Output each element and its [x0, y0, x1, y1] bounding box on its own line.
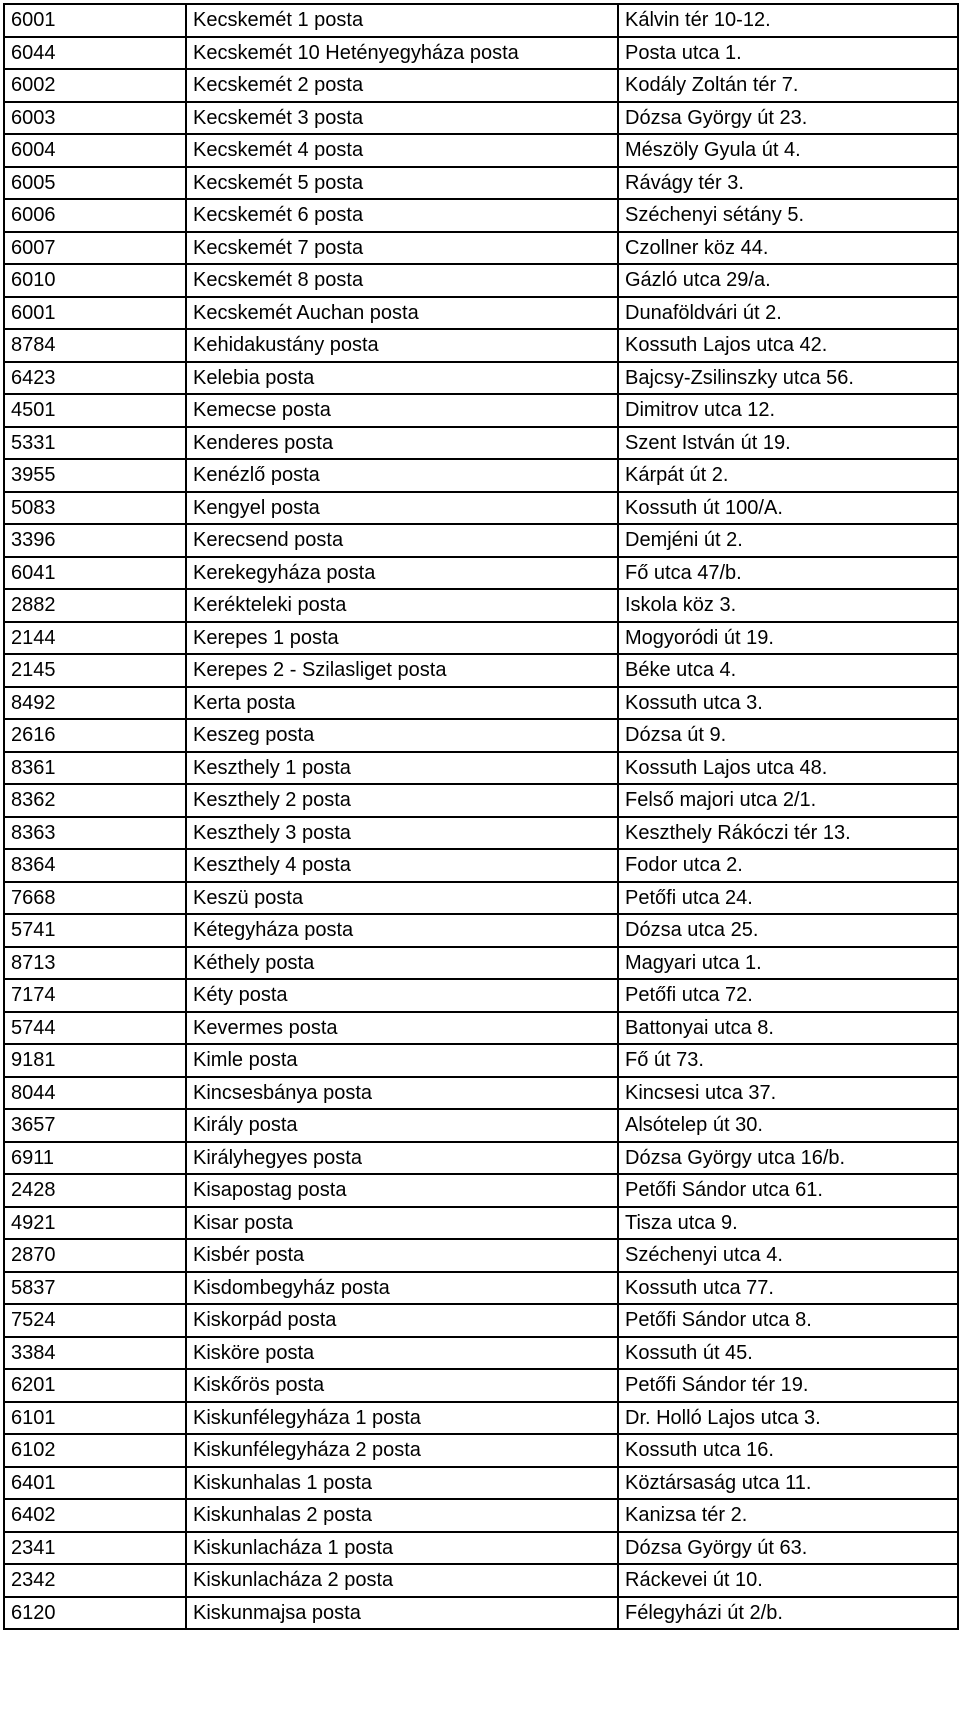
- address-cell: Dr. Holló Lajos utca 3.: [618, 1402, 958, 1435]
- post-office-name-cell: Kemecse posta: [186, 394, 618, 427]
- post-office-name-cell: Kiskunlacháza 2 posta: [186, 1564, 618, 1597]
- table-row: [4, 524, 958, 557]
- table-row: [4, 1402, 958, 1435]
- post-office-name-cell: Kecskemét 8 posta: [186, 264, 618, 297]
- table-row: [4, 784, 958, 817]
- post-office-name-cell: Kecskemét 7 posta: [186, 232, 618, 265]
- table-row: [4, 1467, 958, 1500]
- postal-code-cell: 5837: [4, 1272, 186, 1305]
- postal-code-cell: 8362: [4, 784, 186, 817]
- address-cell: Mészöly Gyula út 4.: [618, 134, 958, 167]
- post-office-name-cell: Keszthely 1 posta: [186, 752, 618, 785]
- post-office-name-cell: Kecskemét 3 posta: [186, 102, 618, 135]
- post-office-name-cell: Kecskemét 4 posta: [186, 134, 618, 167]
- address-cell: Petőfi utca 24.: [618, 882, 958, 915]
- table-row: [4, 1337, 958, 1370]
- post-office-name-cell: Kenézlő posta: [186, 459, 618, 492]
- post-office-name-cell: Kerepes 2 - Szilasliget posta: [186, 654, 618, 687]
- table-row: [4, 882, 958, 915]
- post-office-name-cell: Kecskemét 5 posta: [186, 167, 618, 200]
- address-cell: Béke utca 4.: [618, 654, 958, 687]
- address-cell: Kossuth út 45.: [618, 1337, 958, 1370]
- postal-code-cell: 6041: [4, 557, 186, 590]
- postal-code-cell: 6911: [4, 1142, 186, 1175]
- address-cell: Keszthely Rákóczi tér 13.: [618, 817, 958, 850]
- address-cell: Kodály Zoltán tér 7.: [618, 69, 958, 102]
- address-cell: Gázló utca 29/a.: [618, 264, 958, 297]
- post-office-name-cell: Keszthely 4 posta: [186, 849, 618, 882]
- address-cell: Tisza utca 9.: [618, 1207, 958, 1240]
- postal-code-cell: 5744: [4, 1012, 186, 1045]
- table-row: [4, 654, 958, 687]
- address-cell: Mogyoródi út 19.: [618, 622, 958, 655]
- postal-code-cell: 8044: [4, 1077, 186, 1110]
- address-cell: Petőfi Sándor utca 61.: [618, 1174, 958, 1207]
- table-row: [4, 362, 958, 395]
- address-cell: Dimitrov utca 12.: [618, 394, 958, 427]
- address-cell: Fő út 73.: [618, 1044, 958, 1077]
- table-row: [4, 232, 958, 265]
- postal-code-cell: 6423: [4, 362, 186, 395]
- postal-code-cell: 2144: [4, 622, 186, 655]
- table-row: [4, 849, 958, 882]
- postal-code-cell: 6044: [4, 37, 186, 70]
- postal-code-cell: 6005: [4, 167, 186, 200]
- postal-code-cell: 2341: [4, 1532, 186, 1565]
- table-row: [4, 914, 958, 947]
- post-office-name-cell: Keszeg posta: [186, 719, 618, 752]
- postal-code-cell: 8713: [4, 947, 186, 980]
- table-row: [4, 1564, 958, 1597]
- postal-code-cell: 8361: [4, 752, 186, 785]
- postal-code-cell: 7668: [4, 882, 186, 915]
- table-row: [4, 1532, 958, 1565]
- address-cell: Kárpát út 2.: [618, 459, 958, 492]
- address-cell: Petőfi Sándor utca 8.: [618, 1304, 958, 1337]
- postal-code-cell: 2145: [4, 654, 186, 687]
- address-cell: Dózsa György út 23.: [618, 102, 958, 135]
- post-office-name-cell: Kehidakustány posta: [186, 329, 618, 362]
- post-office-name-cell: Kecskemét Auchan posta: [186, 297, 618, 330]
- address-cell: Széchenyi utca 4.: [618, 1239, 958, 1272]
- postal-code-cell: 5741: [4, 914, 186, 947]
- postal-code-cell: 7524: [4, 1304, 186, 1337]
- table-row: [4, 1207, 958, 1240]
- address-cell: Alsótelep út 30.: [618, 1109, 958, 1142]
- postal-code-cell: 6401: [4, 1467, 186, 1500]
- table-row: [4, 329, 958, 362]
- post-office-name-cell: Kerékteleki posta: [186, 589, 618, 622]
- table-row: [4, 492, 958, 525]
- postal-code-cell: 6120: [4, 1597, 186, 1630]
- postal-code-cell: 5083: [4, 492, 186, 525]
- post-office-name-cell: Kevermes posta: [186, 1012, 618, 1045]
- table-row: [4, 557, 958, 590]
- post-office-name-cell: Kiskőrös posta: [186, 1369, 618, 1402]
- postal-code-cell: 2882: [4, 589, 186, 622]
- address-cell: Kossuth Lajos utca 42.: [618, 329, 958, 362]
- postal-code-cell: 4921: [4, 1207, 186, 1240]
- address-cell: Kincsesi utca 37.: [618, 1077, 958, 1110]
- postal-code-cell: 8364: [4, 849, 186, 882]
- post-office-name-cell: Kisköre posta: [186, 1337, 618, 1370]
- postal-code-cell: 2428: [4, 1174, 186, 1207]
- post-office-table: [3, 3, 959, 1630]
- postal-code-cell: 4501: [4, 394, 186, 427]
- address-cell: Posta utca 1.: [618, 37, 958, 70]
- postal-code-cell: 6002: [4, 69, 186, 102]
- table-row: [4, 4, 958, 37]
- postal-code-cell: 6001: [4, 4, 186, 37]
- table-row: [4, 979, 958, 1012]
- post-office-name-cell: Keszthely 3 posta: [186, 817, 618, 850]
- postal-code-cell: 6003: [4, 102, 186, 135]
- table-row: [4, 1597, 958, 1630]
- address-cell: Felső majori utca 2/1.: [618, 784, 958, 817]
- address-cell: Ráckevei út 10.: [618, 1564, 958, 1597]
- post-office-name-cell: Kimle posta: [186, 1044, 618, 1077]
- address-cell: Czollner köz 44.: [618, 232, 958, 265]
- post-office-name-cell: Kengyel posta: [186, 492, 618, 525]
- postal-code-cell: 6201: [4, 1369, 186, 1402]
- table-row: [4, 1077, 958, 1110]
- table-row: [4, 134, 958, 167]
- postal-code-cell: 3657: [4, 1109, 186, 1142]
- post-office-name-cell: Kenderes posta: [186, 427, 618, 460]
- table-row: [4, 1272, 958, 1305]
- address-cell: Dunaföldvári út 2.: [618, 297, 958, 330]
- post-office-name-cell: Kisdombegyház posta: [186, 1272, 618, 1305]
- post-office-name-cell: Kerta posta: [186, 687, 618, 720]
- table-row: [4, 394, 958, 427]
- table-row: [4, 1174, 958, 1207]
- post-office-name-cell: Kiskunhalas 1 posta: [186, 1467, 618, 1500]
- address-cell: Kanizsa tér 2.: [618, 1499, 958, 1532]
- postal-code-cell: 6402: [4, 1499, 186, 1532]
- postal-code-cell: 8784: [4, 329, 186, 362]
- postal-code-cell: 6010: [4, 264, 186, 297]
- post-office-name-cell: Keszthely 2 posta: [186, 784, 618, 817]
- table-row: [4, 1044, 958, 1077]
- post-office-name-cell: Kiskunhalas 2 posta: [186, 1499, 618, 1532]
- post-office-name-cell: Kiskorpád posta: [186, 1304, 618, 1337]
- address-cell: Szent István út 19.: [618, 427, 958, 460]
- address-cell: Dózsa György utca 16/b.: [618, 1142, 958, 1175]
- post-office-name-cell: Kerekegyháza posta: [186, 557, 618, 590]
- address-cell: Kossuth utca 77.: [618, 1272, 958, 1305]
- address-cell: Battonyai utca 8.: [618, 1012, 958, 1045]
- address-cell: Iskola köz 3.: [618, 589, 958, 622]
- post-office-name-cell: Kisbér posta: [186, 1239, 618, 1272]
- address-cell: Demjéni út 2.: [618, 524, 958, 557]
- postal-code-cell: 8492: [4, 687, 186, 720]
- table-row: [4, 1109, 958, 1142]
- post-office-name-cell: Kecskemét 2 posta: [186, 69, 618, 102]
- table-row: [4, 1304, 958, 1337]
- table-row: [4, 719, 958, 752]
- postal-code-cell: 6004: [4, 134, 186, 167]
- postal-code-cell: 3955: [4, 459, 186, 492]
- postal-code-cell: 6102: [4, 1434, 186, 1467]
- table-row: [4, 199, 958, 232]
- table-row: [4, 947, 958, 980]
- post-office-name-cell: Kisar posta: [186, 1207, 618, 1240]
- table-row: [4, 817, 958, 850]
- post-office-name-cell: Kecskemét 10 Hetényegyháza posta: [186, 37, 618, 70]
- table-row: [4, 622, 958, 655]
- address-cell: Kossuth út 100/A.: [618, 492, 958, 525]
- address-cell: Rávágy tér 3.: [618, 167, 958, 200]
- address-cell: Széchenyi sétány 5.: [618, 199, 958, 232]
- address-cell: Fodor utca 2.: [618, 849, 958, 882]
- postal-code-cell: 2616: [4, 719, 186, 752]
- post-office-name-cell: Királyhegyes posta: [186, 1142, 618, 1175]
- post-office-name-cell: Keszü posta: [186, 882, 618, 915]
- postal-code-cell: 6007: [4, 232, 186, 265]
- post-office-name-cell: Kiskunmajsa posta: [186, 1597, 618, 1630]
- post-office-name-cell: Kéthely posta: [186, 947, 618, 980]
- table-row: [4, 1012, 958, 1045]
- table-row: [4, 264, 958, 297]
- address-cell: Dózsa út 9.: [618, 719, 958, 752]
- address-cell: Bajcsy-Zsilinszky utca 56.: [618, 362, 958, 395]
- postal-code-cell: 3396: [4, 524, 186, 557]
- postal-code-cell: 3384: [4, 1337, 186, 1370]
- address-cell: Kálvin tér 10-12.: [618, 4, 958, 37]
- address-cell: Petőfi Sándor tér 19.: [618, 1369, 958, 1402]
- address-cell: Kossuth Lajos utca 48.: [618, 752, 958, 785]
- post-office-name-cell: Kelebia posta: [186, 362, 618, 395]
- address-cell: Köztársaság utca 11.: [618, 1467, 958, 1500]
- post-office-name-cell: Kiskunfélegyháza 2 posta: [186, 1434, 618, 1467]
- table-row: [4, 167, 958, 200]
- table-row: [4, 102, 958, 135]
- table-row: [4, 1369, 958, 1402]
- address-cell: Kossuth utca 3.: [618, 687, 958, 720]
- postal-code-cell: 2870: [4, 1239, 186, 1272]
- post-office-name-cell: Kiskunfélegyháza 1 posta: [186, 1402, 618, 1435]
- address-cell: Kossuth utca 16.: [618, 1434, 958, 1467]
- post-office-name-cell: Kincsesbánya posta: [186, 1077, 618, 1110]
- address-cell: Fő utca 47/b.: [618, 557, 958, 590]
- postal-code-cell: 6101: [4, 1402, 186, 1435]
- table-row: [4, 69, 958, 102]
- table-row: [4, 1239, 958, 1272]
- postal-code-cell: 5331: [4, 427, 186, 460]
- post-office-name-cell: Kecskemét 6 posta: [186, 199, 618, 232]
- postal-code-cell: 6006: [4, 199, 186, 232]
- postal-code-cell: 8363: [4, 817, 186, 850]
- table-row: [4, 687, 958, 720]
- address-cell: Dózsa utca 25.: [618, 914, 958, 947]
- address-cell: Dózsa György út 63.: [618, 1532, 958, 1565]
- post-office-name-cell: Kisapostag posta: [186, 1174, 618, 1207]
- table-row: [4, 297, 958, 330]
- address-cell: Félegyházi út 2/b.: [618, 1597, 958, 1630]
- table-row: [4, 459, 958, 492]
- table-row: [4, 427, 958, 460]
- post-office-name-cell: Kétegyháza posta: [186, 914, 618, 947]
- post-office-table-body: [4, 4, 958, 1629]
- table-row: [4, 1142, 958, 1175]
- post-office-name-cell: Kecskemét 1 posta: [186, 4, 618, 37]
- address-cell: Magyari utca 1.: [618, 947, 958, 980]
- post-office-name-cell: Kerecsend posta: [186, 524, 618, 557]
- table-row: [4, 37, 958, 70]
- post-office-name-cell: Kéty posta: [186, 979, 618, 1012]
- address-cell: Petőfi utca 72.: [618, 979, 958, 1012]
- postal-code-cell: 9181: [4, 1044, 186, 1077]
- table-row: [4, 752, 958, 785]
- postal-code-cell: 2342: [4, 1564, 186, 1597]
- post-office-name-cell: Kerepes 1 posta: [186, 622, 618, 655]
- table-row: [4, 1434, 958, 1467]
- post-office-name-cell: Kiskunlacháza 1 posta: [186, 1532, 618, 1565]
- postal-code-cell: 6001: [4, 297, 186, 330]
- table-row: [4, 589, 958, 622]
- post-office-name-cell: Király posta: [186, 1109, 618, 1142]
- table-row: [4, 1499, 958, 1532]
- postal-code-cell: 7174: [4, 979, 186, 1012]
